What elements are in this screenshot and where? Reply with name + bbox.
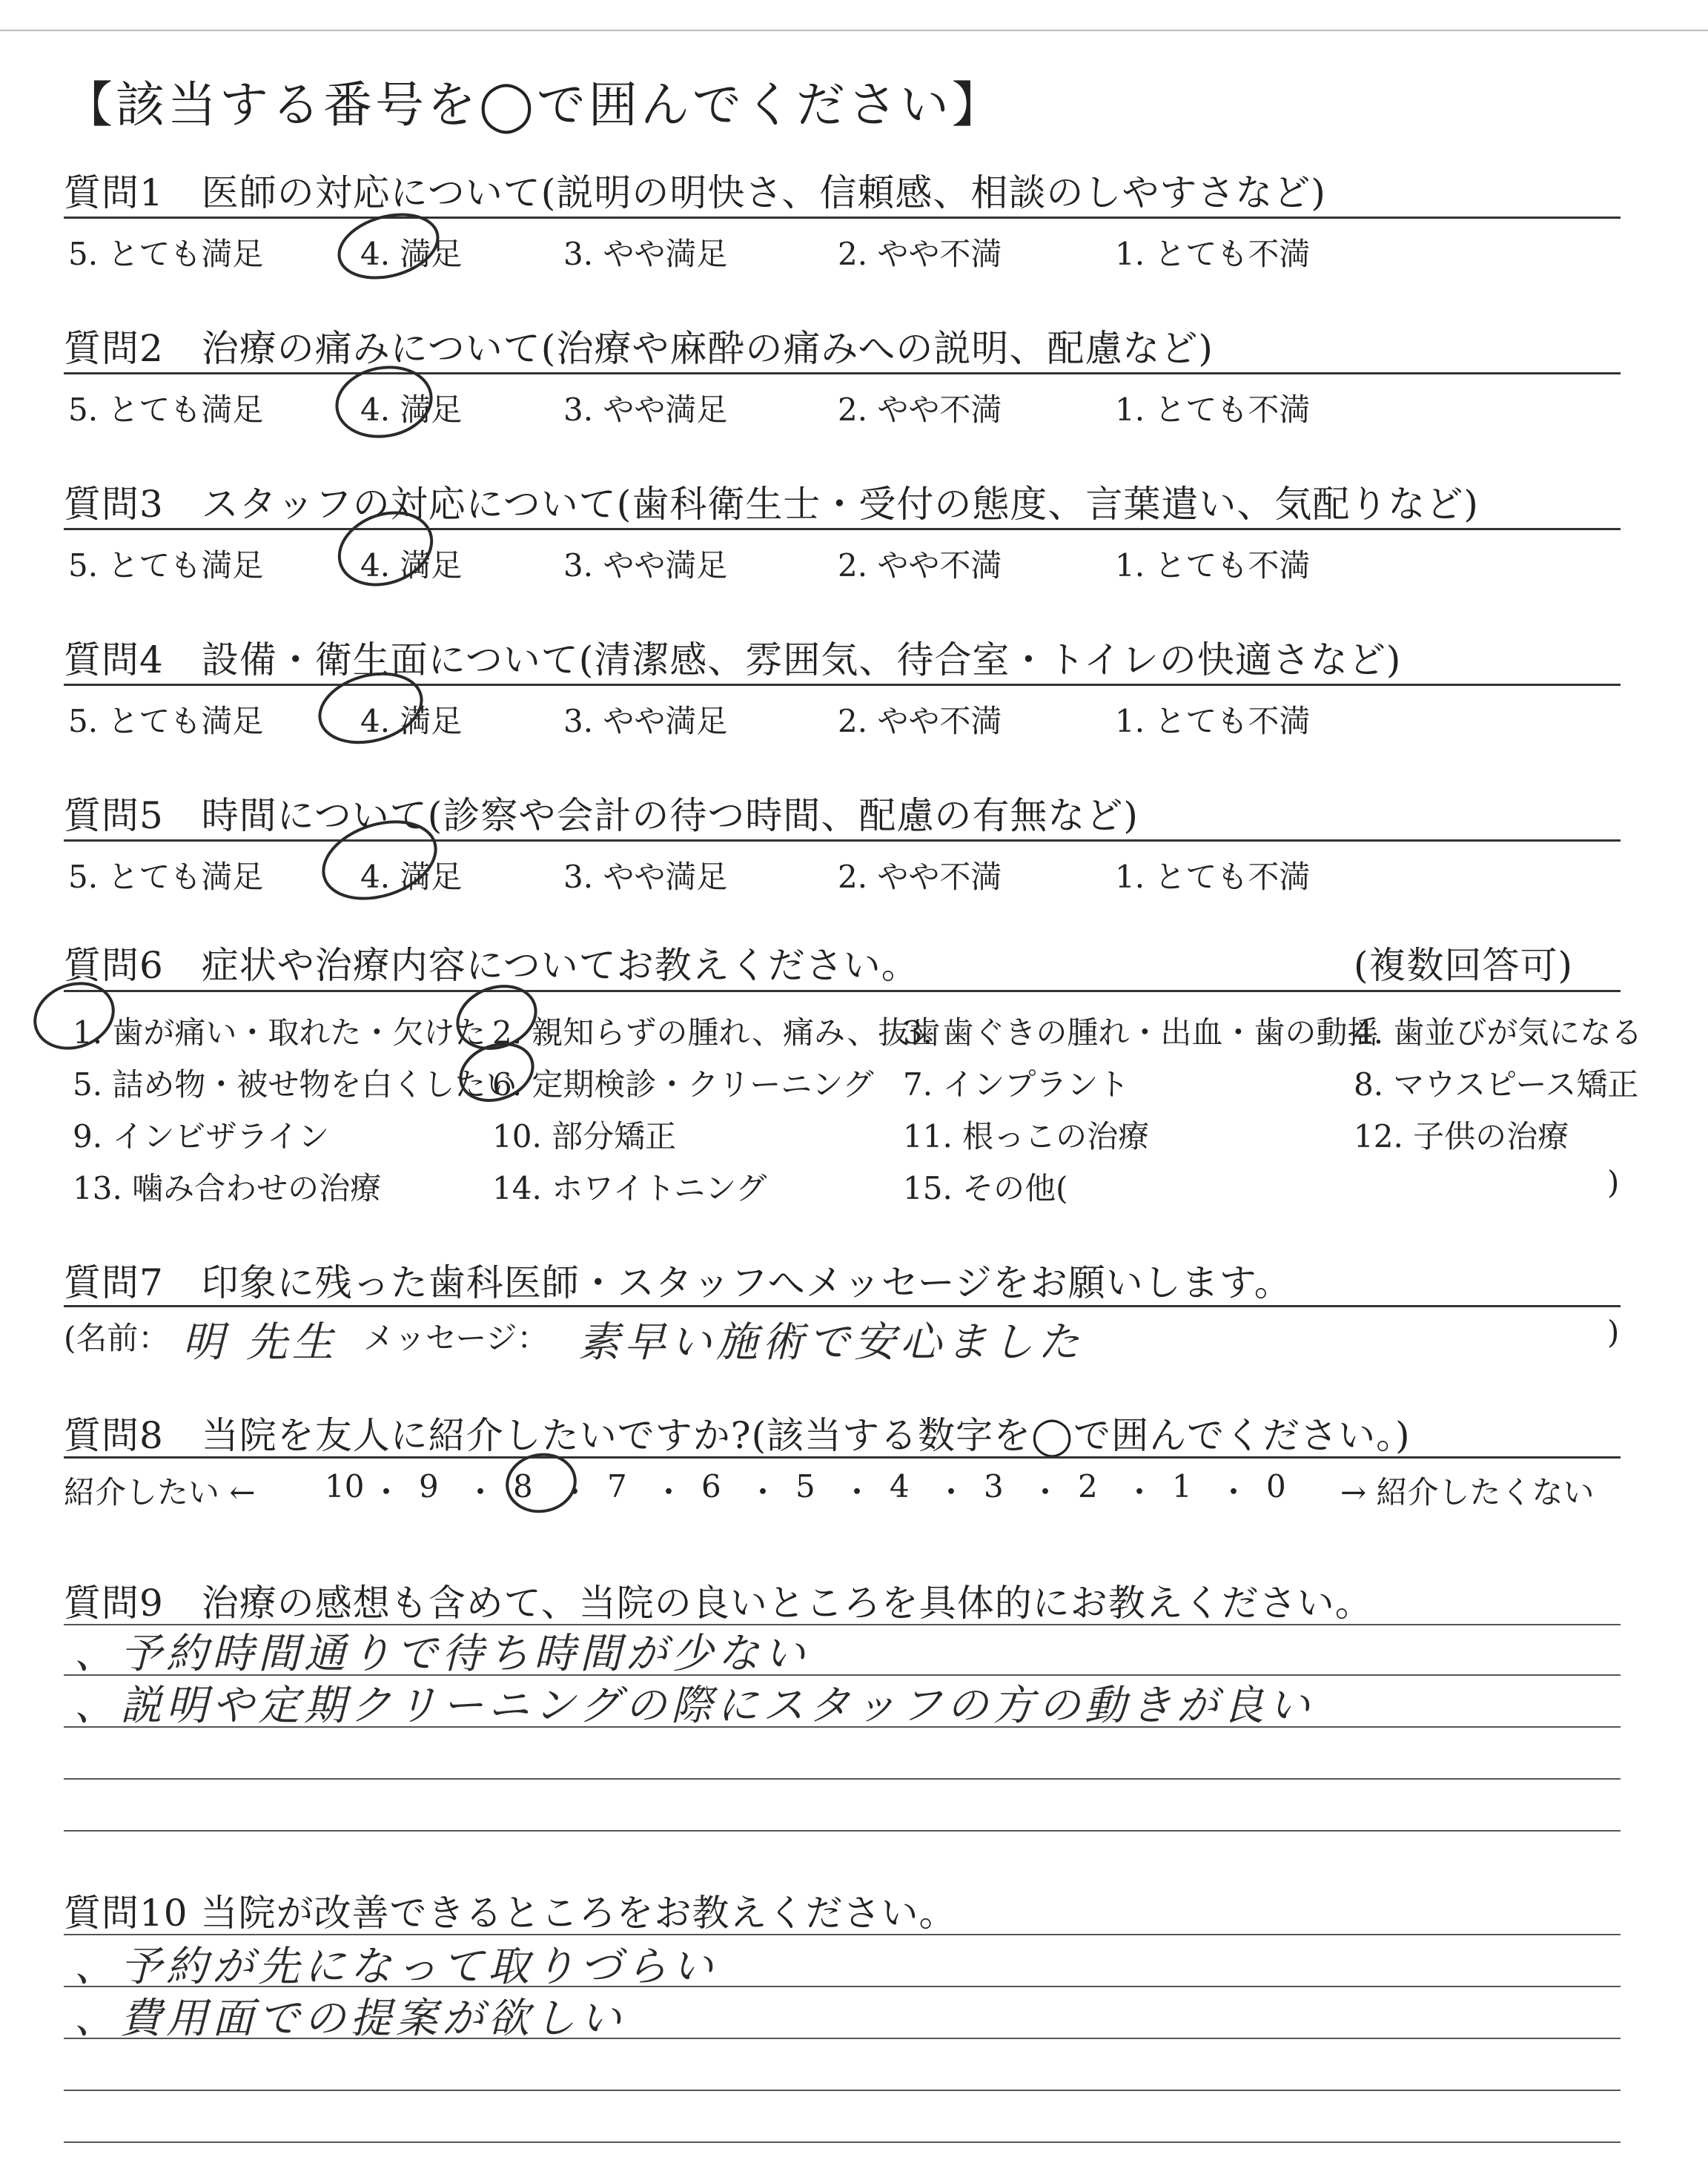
q6-item-12[interactable]: 12. 子供の治療	[1354, 1118, 1569, 1155]
q8-scale-8[interactable]: 8	[513, 1468, 533, 1505]
q3-option-4[interactable]: 4. 満足	[360, 547, 463, 584]
q8-rule	[64, 1456, 1621, 1459]
q8-scale-5[interactable]: 5	[795, 1468, 815, 1505]
q6-title: 質問6 症状や治療内容についてお教えください。	[64, 944, 919, 987]
q6-item-15[interactable]: 15. その他(	[903, 1170, 1068, 1206]
q6-item-2[interactable]: 2. 親知らずの腫れ、痛み、抜歯	[492, 1014, 941, 1051]
q4-title: 質問4 設備・衛生面について(清潔感、雰囲気、待合室・トイレの快適さなど)	[64, 638, 1402, 681]
q8-scale-1[interactable]: 1	[1172, 1468, 1192, 1505]
q6-item-3[interactable]: 3. 歯ぐきの腫れ・出血・歯の動揺	[903, 1014, 1379, 1051]
q6-item-14[interactable]: 14. ホワイトニング	[492, 1170, 767, 1206]
q9-title: 質問9 治療の感想も含めて、当院の良いところを具体的にお教えください。	[64, 1582, 1373, 1625]
q8-scale-7[interactable]: 7	[607, 1468, 627, 1505]
q2-option-5[interactable]: 5. とても満足	[68, 392, 264, 428]
scan-top-edge	[0, 30, 1708, 31]
q7-title: 質問7 印象に残った歯科医師・スタッフへメッセージをお願いします。	[64, 1261, 1292, 1304]
q5-option-5[interactable]: 5. とても満足	[68, 859, 264, 895]
q6-item-15-close: )	[1607, 1164, 1620, 1200]
q6-note: (複数回答可)	[1354, 944, 1574, 987]
q1-option-1[interactable]: 1. とても不満	[1115, 236, 1311, 272]
q2-option-4[interactable]: 4. 満足	[360, 392, 463, 428]
q3-option-1[interactable]: 1. とても不満	[1115, 547, 1311, 584]
q6-rule	[64, 990, 1621, 992]
q8-scale-separator: ・	[653, 1474, 685, 1510]
q6-item-6[interactable]: 6. 定期検診・クリーニング	[492, 1066, 874, 1103]
q9-answer-2[interactable]: 、説明や定期クリーニングの際にスタッフの方の動きが良い	[74, 1682, 1314, 1730]
q8-scale-9[interactable]: 9	[419, 1468, 439, 1505]
q6-item-1[interactable]: 1. 歯が痛い・取れた・欠けた	[73, 1014, 486, 1051]
q4-option-1[interactable]: 1. とても不満	[1115, 703, 1311, 739]
q7-rule	[64, 1305, 1621, 1307]
q3-title: 質問3 スタッフの対応について(歯科衛生士・受付の態度、言葉遣い、気配りなど)	[64, 483, 1479, 526]
q8-left-label: 紹介したい ←	[64, 1474, 256, 1510]
q9-line-5	[64, 1830, 1621, 1832]
q6-item-8[interactable]: 8. マウスピース矯正	[1354, 1066, 1639, 1103]
q8-scale-separator: ・	[1218, 1474, 1250, 1510]
q4-rule	[64, 684, 1621, 686]
q5-option-3[interactable]: 3. やや満足	[563, 859, 728, 895]
q8-scale-0[interactable]: 0	[1266, 1468, 1286, 1505]
q8-title: 質問8 当院を友人に紹介したいですか?(該当する数字を◯で囲んでください。)	[64, 1414, 1411, 1457]
q7-name-value[interactable]: 明 先生	[182, 1318, 338, 1367]
q7-name-label: (名前：	[64, 1320, 170, 1356]
q3-rule	[64, 528, 1621, 530]
q10-line-4	[64, 2090, 1621, 2091]
q8-scale-3[interactable]: 3	[984, 1468, 1004, 1505]
q7-message-label: メッセージ：	[363, 1320, 549, 1356]
q10-answer-1[interactable]: 、予約が先になって取りづらい	[74, 1943, 718, 1991]
q6-item-9[interactable]: 9. インビザライン	[73, 1118, 330, 1155]
q3-option-3[interactable]: 3. やや満足	[563, 547, 728, 584]
q4-option-2[interactable]: 2. やや不満	[838, 703, 1002, 739]
q3-option-2[interactable]: 2. やや不満	[838, 547, 1002, 584]
q8-scale-separator: ・	[1124, 1474, 1156, 1510]
q10-title: 質問10 当院が改善できるところをお教えください。	[64, 1892, 957, 1935]
q2-option-2[interactable]: 2. やや不満	[838, 392, 1002, 428]
q6-item-7[interactable]: 7. インプラント	[903, 1066, 1130, 1103]
q6-item-5[interactable]: 5. 詰め物・被せ物を白くしたい	[73, 1066, 517, 1103]
q8-scale-separator: ・	[747, 1474, 779, 1510]
q4-option-4[interactable]: 4. 満足	[360, 703, 463, 739]
q5-title: 質問5 時間について(診察や会計の待つ時間、配慮の有無など)	[64, 794, 1139, 837]
q1-rule	[64, 217, 1621, 219]
q8-scale-2[interactable]: 2	[1078, 1468, 1098, 1505]
q4-option-3[interactable]: 3. やや満足	[563, 703, 728, 739]
q8-scale-separator: ・	[559, 1474, 591, 1510]
q1-option-2[interactable]: 2. やや不満	[838, 236, 1002, 272]
page-header: 【該当する番号を◯で囲んでください】	[64, 76, 1004, 133]
q8-scale-separator: ・	[465, 1474, 497, 1510]
q5-option-4[interactable]: 4. 満足	[360, 859, 463, 895]
q6-item-13[interactable]: 13. 噛み合わせの治療	[73, 1170, 382, 1206]
q10-answer-2[interactable]: 、費用面での提案が欲しい	[74, 1995, 626, 2043]
q5-rule	[64, 839, 1621, 842]
q2-title: 質問2 治療の痛みについて(治療や麻酔の痛みへの説明、配慮など)	[64, 327, 1214, 370]
q1-title: 質問1 医師の対応について(説明の明快さ、信頼感、相談のしやすさなど)	[64, 171, 1326, 214]
q8-scale-4[interactable]: 4	[890, 1468, 910, 1505]
q5-option-2[interactable]: 2. やや不満	[838, 859, 1002, 895]
q6-item-11[interactable]: 11. 根っこの治療	[903, 1118, 1150, 1155]
q1-option-4[interactable]: 4. 満足	[360, 236, 463, 272]
q2-option-1[interactable]: 1. とても不満	[1115, 392, 1311, 428]
q8-scale-10[interactable]: 10	[325, 1468, 365, 1505]
q8-scale-separator: ・	[371, 1474, 403, 1510]
q9-line-4	[64, 1778, 1621, 1780]
q8-scale-separator: ・	[936, 1474, 967, 1510]
q2-rule	[64, 372, 1621, 374]
q2-option-3[interactable]: 3. やや満足	[563, 392, 728, 428]
q8-scale-separator: ・	[841, 1474, 873, 1510]
q6-item-4[interactable]: 4. 歯並びが気になる	[1354, 1014, 1643, 1051]
q9-answer-1[interactable]: 、予約時間通りで待ち時間が少ない	[74, 1630, 810, 1678]
q8-scale-separator: ・	[1030, 1474, 1062, 1510]
q10-line-5	[64, 2141, 1621, 2143]
q1-option-3[interactable]: 3. やや満足	[563, 236, 728, 272]
q7-close: )	[1607, 1314, 1620, 1350]
q7-message-value[interactable]: 素早い施術で安心ました	[578, 1318, 1084, 1367]
q3-option-5[interactable]: 5. とても満足	[68, 547, 264, 584]
q8-right-label: → 紹介したくない	[1340, 1474, 1595, 1510]
q4-option-5[interactable]: 5. とても満足	[68, 703, 264, 739]
q6-item-10[interactable]: 10. 部分矯正	[492, 1118, 677, 1155]
q5-option-1[interactable]: 1. とても不満	[1115, 859, 1311, 895]
q8-scale-6[interactable]: 6	[701, 1468, 721, 1505]
q1-option-5[interactable]: 5. とても満足	[68, 236, 264, 272]
